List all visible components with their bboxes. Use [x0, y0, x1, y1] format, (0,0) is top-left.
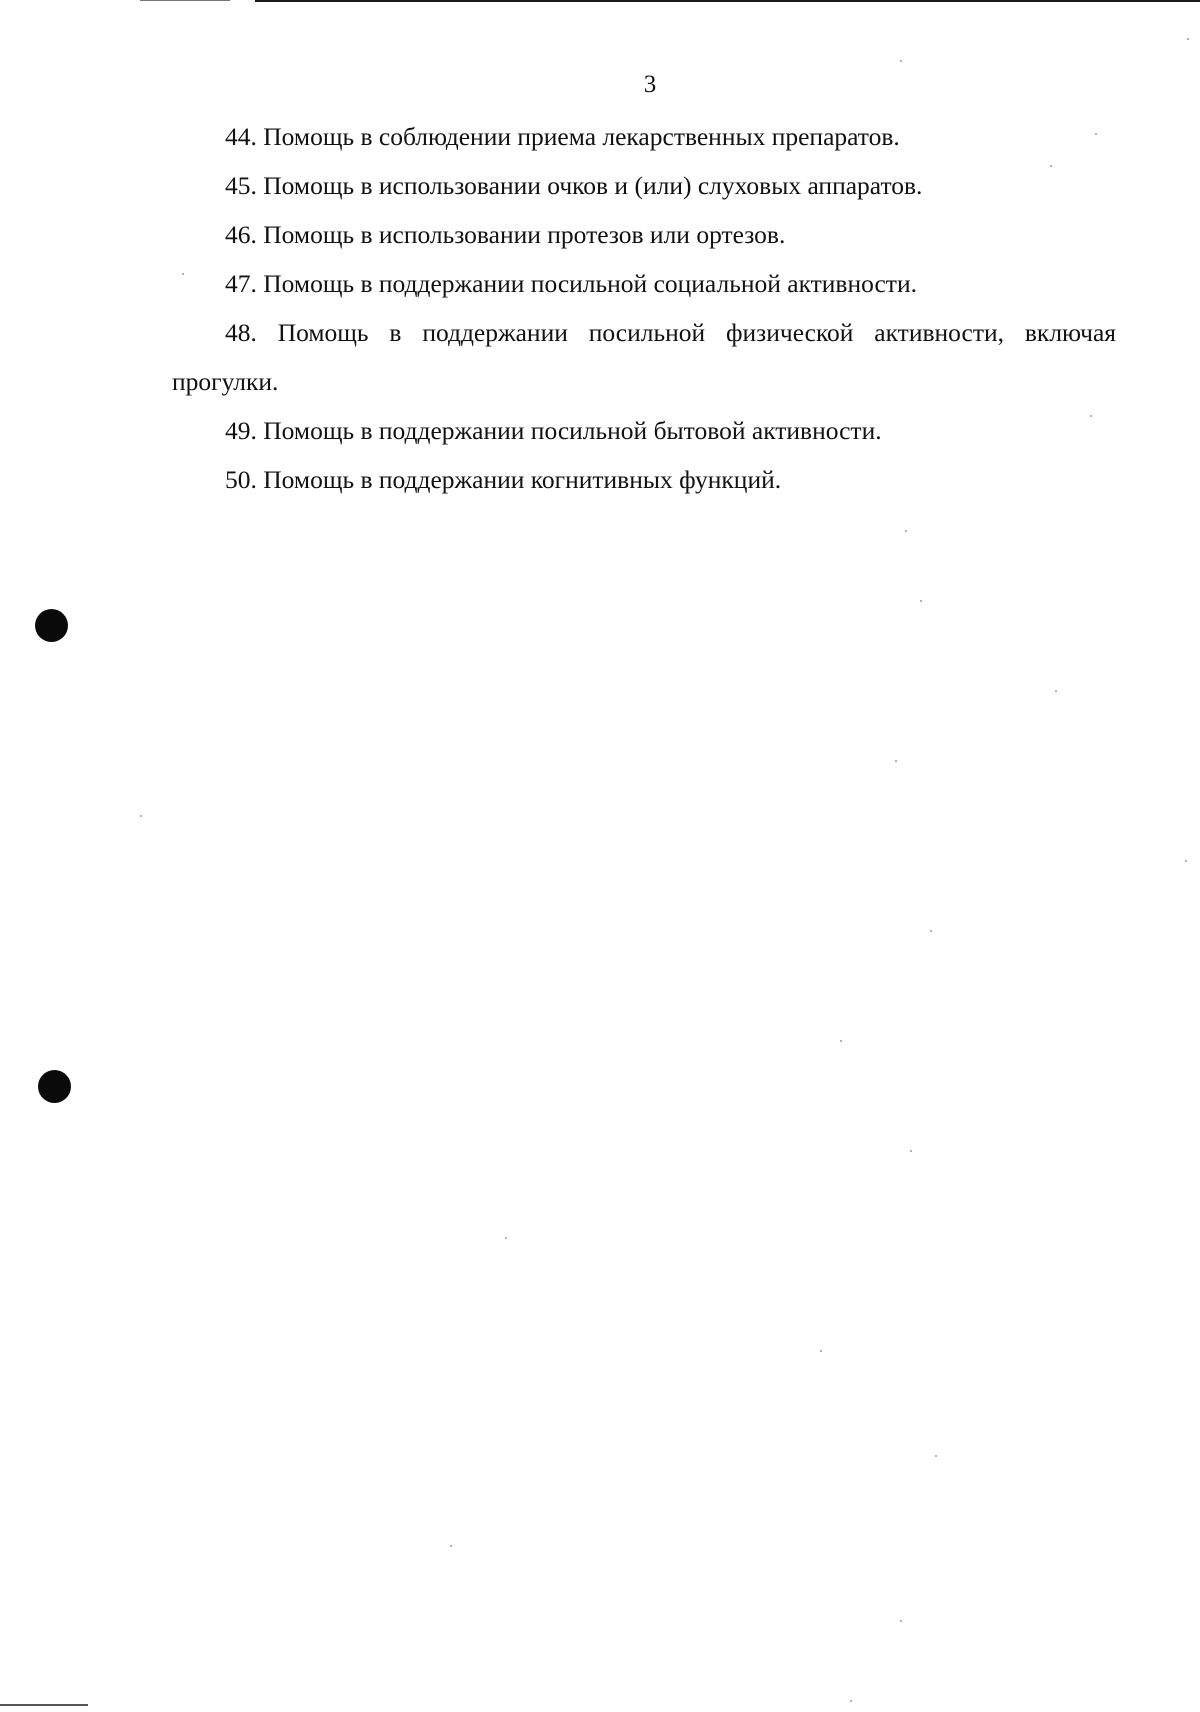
- top-edge-line-left: [140, 0, 230, 1]
- list-item: 48. Помощь в поддержании посильной физической активности, включая прогулки.: [172, 318, 1116, 396]
- scan-speck: [935, 1455, 937, 1457]
- scan-speck: [505, 1237, 507, 1239]
- hole-punch-mark: [35, 609, 68, 642]
- scan-speck: [450, 1545, 452, 1547]
- list-item: 49. Помощь в поддержании посильной бытовой активности.: [225, 416, 882, 445]
- scan-speck: [905, 530, 907, 532]
- list-item: 46. Помощь в использовании протезов или ортезов.: [225, 220, 786, 249]
- scan-speck: [820, 1350, 822, 1352]
- list-item: 47. Помощь в поддержании посильной социальной активности.: [225, 269, 917, 298]
- scan-speck: [895, 760, 897, 762]
- bottom-edge-line: [0, 1704, 88, 1706]
- list-item: 44. Помощь в соблюдении приема лекарственных препаратов.: [225, 122, 900, 151]
- scan-speck: [140, 815, 142, 817]
- scan-speck: [1187, 38, 1189, 40]
- scan-speck: [1095, 133, 1097, 135]
- top-edge-line: [255, 0, 1200, 2]
- list-item: 45. Помощь в использовании очков и (или) слуховых аппаратов.: [225, 171, 923, 200]
- scan-speck: [182, 273, 184, 275]
- scan-speck: [900, 60, 902, 62]
- scan-speck: [1090, 415, 1092, 417]
- hole-punch-mark: [38, 1070, 71, 1103]
- list-item: 50. Помощь в поддержании когнитивных функций.: [225, 465, 782, 494]
- scan-speck: [910, 1150, 912, 1152]
- scan-speck: [1055, 690, 1057, 692]
- scan-speck: [840, 1040, 842, 1042]
- scan-speck: [850, 1700, 852, 1702]
- scan-speck: [930, 930, 932, 932]
- scan-speck: [1050, 165, 1052, 167]
- scan-speck: [900, 1620, 902, 1622]
- scan-speck: [1185, 860, 1187, 862]
- services-list: [172, 112, 1116, 504]
- scan-speck: [920, 600, 922, 602]
- page-number: 3: [643, 71, 657, 98]
